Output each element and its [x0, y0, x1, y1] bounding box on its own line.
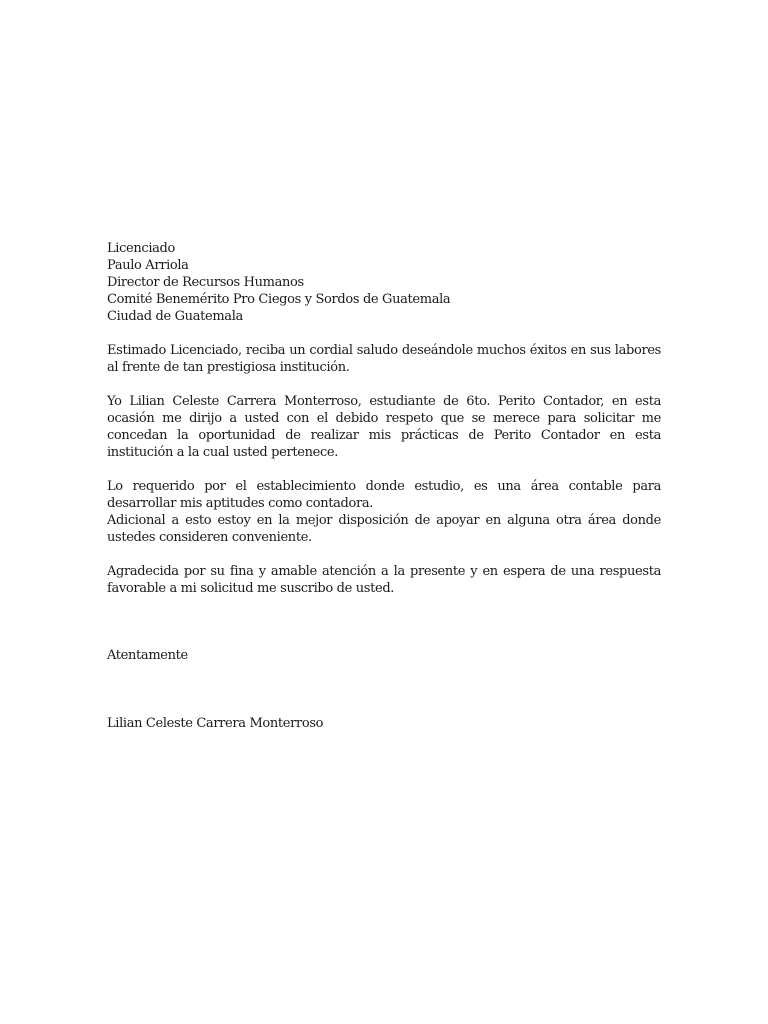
recipient-position: Director de Recursos Humanos [107, 275, 304, 290]
requirement-text: Lo requerido por el establecimiento donde estudio, es una área contable para desarrollar mis aptitudes como contadora. [107, 479, 661, 511]
recipient-organization: Comité Benemérito Pro Ciegos y Sordos de Guatemala [107, 292, 451, 307]
recipient-name: Paulo Arriola [107, 258, 189, 273]
requirement-paragraph [107, 478, 661, 546]
farewell-paragraph: Agradecida por su fina y amable atención a la presente y en espera de una respuesta favorable a mi solicitud me suscribo de usted. [107, 564, 661, 596]
recipient-block [107, 240, 661, 325]
availability-text: Adicional a esto estoy en la mejor disposición de apoyar en alguna otra área donde ustedes consideren conveniente. [107, 513, 661, 545]
introduction-paragraph: Yo Lilian Celeste Carrera Monterroso, estudiante de 6to. Perito Contador, en esta ocasión me dirijo a usted con el debido respeto que se merece para solicitar me concedan la oportunidad de realizar mis prácticas de Perito Contador en esta institución a la cual usted pertenece. [107, 394, 661, 460]
signature-name: Lilian Celeste Carrera Monterroso [107, 716, 324, 731]
closing-text: Atentamente [107, 648, 188, 663]
letter-content [107, 240, 661, 732]
recipient-title: Licenciado [107, 241, 175, 256]
recipient-city: Ciudad de Guatemala [107, 309, 243, 324]
greeting-paragraph: Estimado Licenciado, reciba un cordial saludo deseándole muchos éxitos en sus labores al frente de tan prestigiosa institución. [107, 343, 661, 375]
